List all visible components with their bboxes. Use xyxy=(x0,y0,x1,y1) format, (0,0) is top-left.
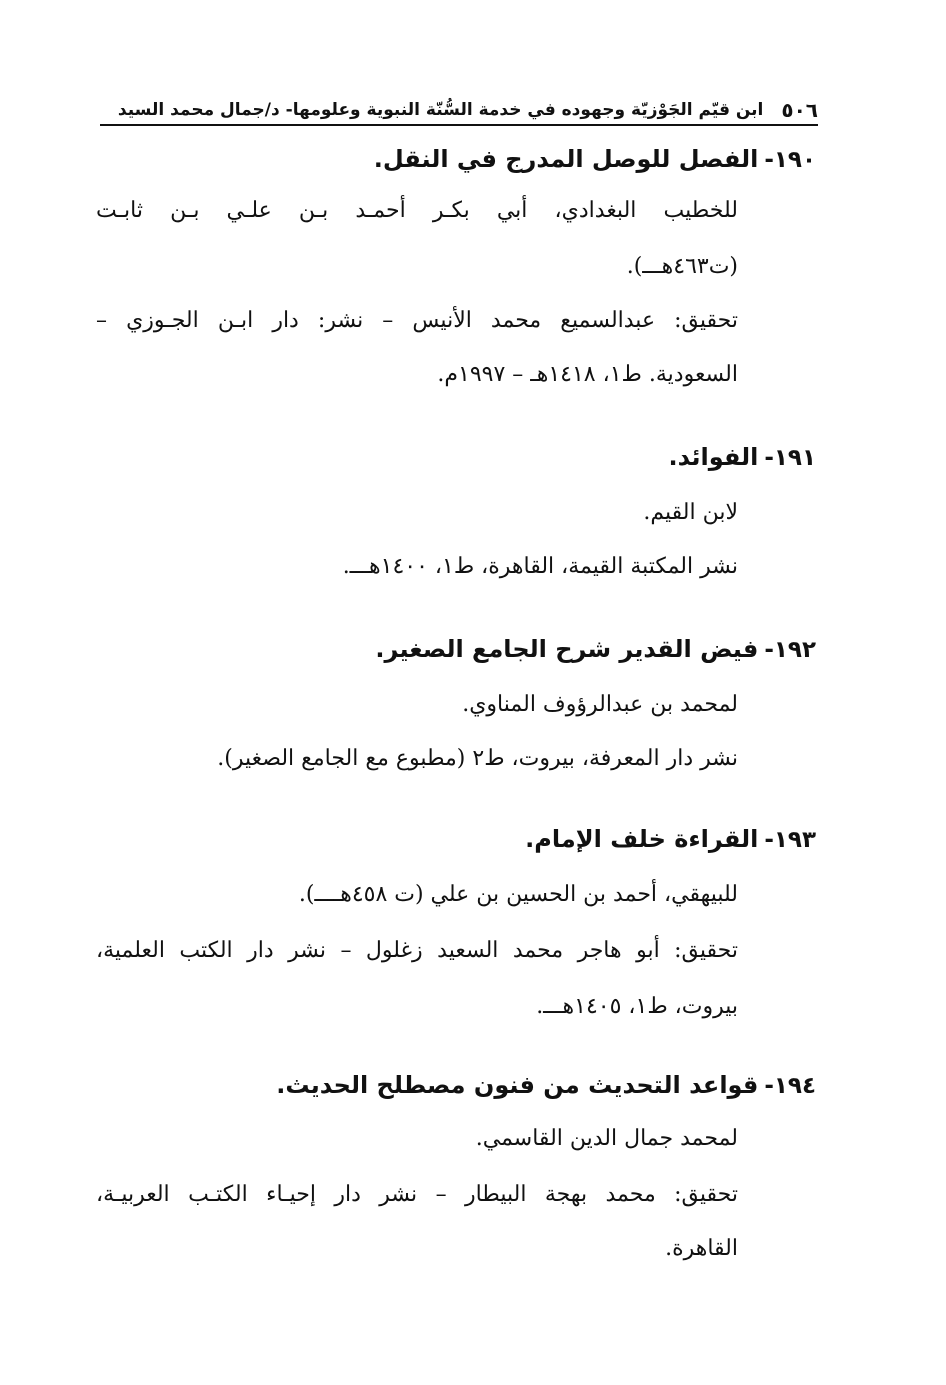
entry-line: لمحمد بن عبدالرؤوف المناوي. xyxy=(462,692,738,717)
entry-line: بيروت، ط١، ١٤٠٥هـــ. xyxy=(536,994,738,1019)
entry-title-text: القراءة خلف الإمام. xyxy=(525,825,759,853)
entry-line: نشر دار المعرفة، بيروت، ط٢ (مطبوع مع الجامع الصغير). xyxy=(217,746,738,771)
entry-number: ١٩٢- xyxy=(764,637,816,663)
entry-line: تحقيق: أبو هاجر محمد السعيد زغلول – نشر دار الكتب العلمية، xyxy=(96,938,738,963)
entry-line: تحقيق: عبدالسميع محمد الأنيس – نشر: دار ابـن الجـوزي – xyxy=(96,308,738,333)
entry-line: للخطيب البغدادي، أبي بكـر أحمـد بـن علـي بـن ثابـت xyxy=(96,198,738,223)
entry-line: تحقيق: محمد بهجة البيطار – نشر دار إحيـاء الكتـب العربيـة، xyxy=(96,1182,738,1207)
entry-title xyxy=(374,142,816,177)
entry-title-text: الفوائد. xyxy=(668,443,759,471)
header-rule xyxy=(100,124,818,126)
entry-title xyxy=(525,822,816,857)
running-header xyxy=(100,84,818,124)
entry-title xyxy=(276,1068,816,1103)
entry-line: لمحمد جمال الدين القاسمي. xyxy=(475,1126,738,1151)
entry-title xyxy=(375,632,816,667)
entry-number: ١٩٠- xyxy=(764,147,816,173)
entry-title-text: الفصل للوصل المدرج في النقل. xyxy=(373,145,759,173)
entry-line: للبيهقي، أحمد بن الحسين بن علي (ت ٤٥٨هــــ). xyxy=(298,882,738,907)
entry-line: السعودية. ط١، ١٤١٨هـ – ١٩٩٧م. xyxy=(437,362,738,387)
page-number: ٥٠٦ xyxy=(781,98,818,122)
entry-title-text: فيض القدير شرح الجامع الصغير. xyxy=(375,635,759,663)
entry-line: القاهرة. xyxy=(665,1236,738,1261)
entry-title xyxy=(669,440,816,475)
entry-line: نشر المكتبة القيمة، القاهرة، ط١، ١٤٠٠هـــ. xyxy=(342,554,738,579)
entry-line: لابن القيم. xyxy=(643,500,738,525)
header-title: ابن قيّم الجَوْزيّة وجهوده في خدمة السُّنّة النبوية وعلومها- د/جمال محمد السيد xyxy=(117,100,764,120)
entry-number: ١٩٣- xyxy=(764,827,816,853)
entry-number: ١٩١- xyxy=(764,445,816,471)
entry-title-text: قواعد التحديث من فنون مصطلح الحديث. xyxy=(276,1071,759,1099)
entry-number: ١٩٤- xyxy=(764,1073,816,1099)
entry-line: (ت٤٦٣هـــ). xyxy=(626,254,738,279)
